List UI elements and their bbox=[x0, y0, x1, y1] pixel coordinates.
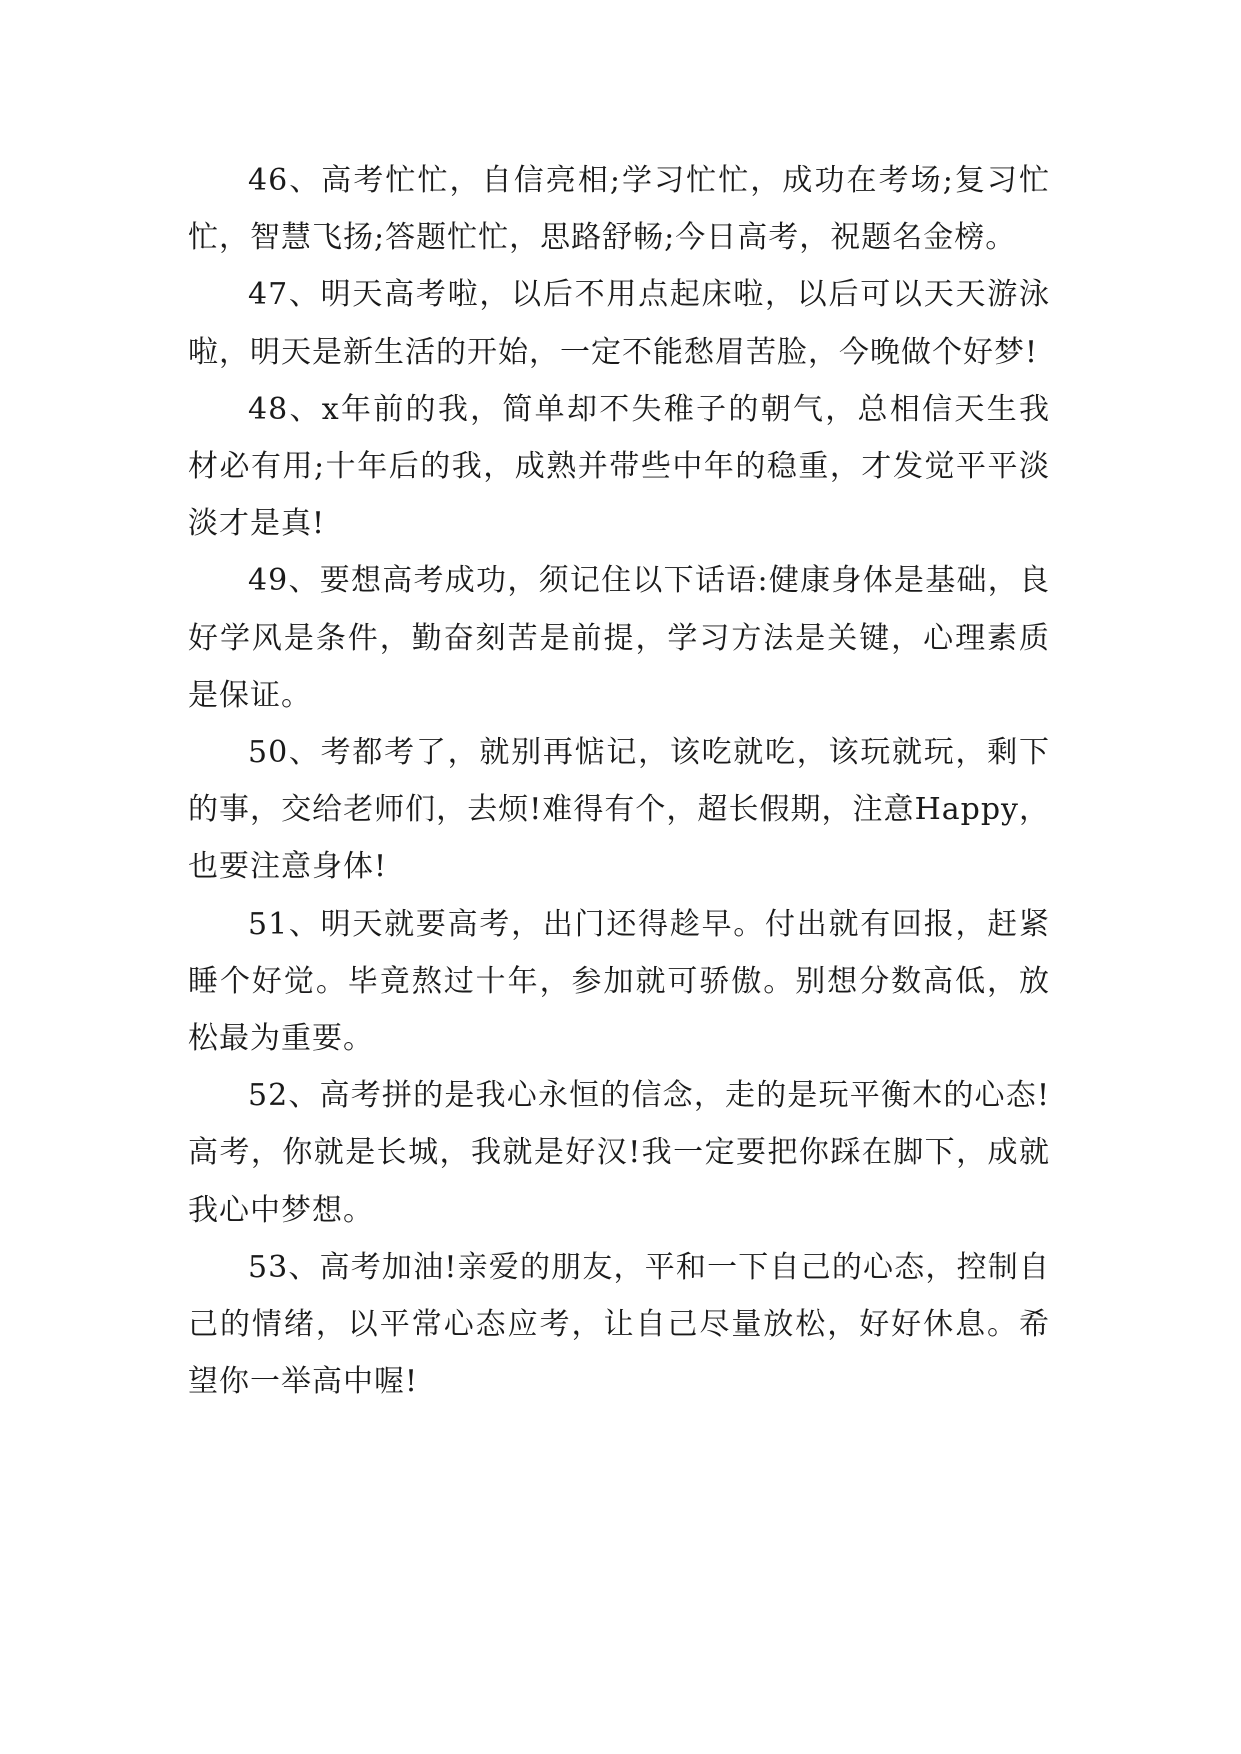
paragraph-53: 53、高考加油!亲爱的朋友，平和一下自己的心态，控制自己的情绪，以平常心态应考，让自己尽量放松，好好休息。希望你一举高中喔! bbox=[188, 1249, 1050, 1400]
paragraph-46: 46、高考忙忙，自信亮相;学习忙忙，成功在考场;复习忙忙，智慧飞扬;答题忙忙，思路舒畅;今日高考，祝题名金榜。 bbox=[188, 163, 1050, 256]
paragraph-50: 50、考都考了，就别再惦记，该吃就吃，该玩就玩，剩下的事，交给老师们，去烦!难得有个，超长假期，注意Happy，也要注意身体! bbox=[188, 735, 1050, 885]
paragraph-49: 49、要想高考成功，须记住以下话语:健康身体是基础，良好学风是条件，勤奋刻苦是前提，学习方法是关键，心理素质是保证。 bbox=[188, 563, 1050, 713]
document-body bbox=[188, 152, 1050, 1410]
paragraph-51: 51、明天就要高考，出门还得趁早。付出就有回报，赶紧睡个好觉。毕竟熬过十年，参加就可骄傲。别想分数高低，放松最为重要。 bbox=[188, 906, 1050, 1057]
paragraph-52: 52、高考拼的是我心永恒的信念，走的是玩平衡木的心态!高考，你就是长城，我就是好汉!我一定要把你踩在脚下，成就我心中梦想。 bbox=[188, 1078, 1050, 1228]
paragraph-48: 48、x年前的我，简单却不失稚子的朝气，总相信天生我材必有用;十年后的我，成熟并带些中年的稳重，才发觉平平淡淡才是真! bbox=[188, 391, 1050, 542]
paragraph-47: 47、明天高考啦，以后不用点起床啦，以后可以天天游泳啦，明天是新生活的开始，一定不能愁眉苦脸，今晚做个好梦! bbox=[188, 277, 1050, 370]
